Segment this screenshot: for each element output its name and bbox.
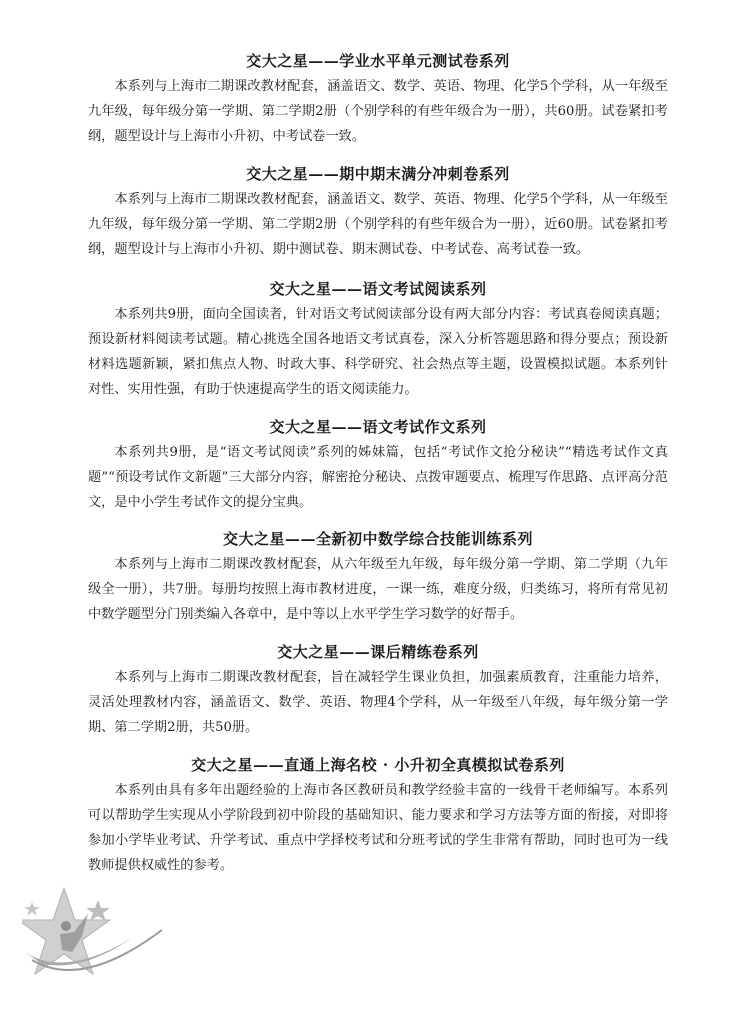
series-description: 本系列与上海市二期课改教材配套，涵盖语文、数学、英语、物理、化学5个学科，从一年级至九年级，每年级分第一学期、第二学期2册（个别学科的有些年级合为一册），近60册。试卷紧扣考纲，题型设计与上海市小升初、期中测试卷、期末测试卷、中考试卷、高考试卷一致。 [88, 192, 668, 257]
series-description: 本系列共9册，面向全国读者，针对语文考试阅读部分设有两大部分内容：考试真卷阅读真题；预设新材料阅读考试题。精心挑选全国各地语文考试真卷，深入分析答题思路和得分要点；预设新材料选题新颖，紧扣焦点人物、时政大事、科学研究、社会热点等主题，设置模拟试题。本系列针对性、实用性强，有助于快速提高学生的语文阅读能力。 [88, 307, 668, 397]
series-title: 交大之星——期中期末满分冲刺卷系列 [246, 165, 510, 183]
series-section [88, 416, 668, 515]
star-logo-icon [22, 880, 172, 1000]
series-description: 本系列共9册，是“语文考试阅读”系列的姊妹篇，包括“考试作文抢分秘诀”“精选考试作文真题”“预设考试作文新题”三大部分内容，解密抢分秘诀、点拨审题要点、梳理写作思路、点评高分范文，是中小学生考试作文的提分宝典。 [88, 445, 668, 510]
series-description: 本系列与上海市二期课改教材配套，从六年级至九年级，每年级分第一学期、第二学期（九年级全一册），共7册。每册均按照上海市教材进度，一课一练，难度分级，归类练习，将所有常见初中数学题型分门别类编入各章中，是中等以上水平学生学习数学的好帮手。 [88, 557, 668, 622]
series-title: 交大之星——直通上海名校 · 小升初全真模拟试卷系列 [191, 756, 565, 774]
series-section [88, 50, 668, 149]
series-title: 交大之星——全新初中数学综合技能训练系列 [222, 530, 533, 548]
series-description: 本系列与上海市二期课改教材配套，旨在减轻学生课业负担，加强素质教育，注重能力培养，灵活处理教材内容，涵盖语文、数学、英语、物理4个学科，从一年级至八年级，每年级分第一学期、第二学期2册，共50册。 [88, 670, 668, 735]
series-section [88, 754, 668, 878]
small-star-shape [86, 900, 110, 921]
series-section [88, 641, 668, 740]
series-section [88, 278, 668, 402]
series-title: 交大之星——课后精练卷系列 [277, 643, 479, 661]
series-description: 本系列与上海市二期课改教材配套，涵盖语文、数学、英语、物理、化学5个学科，从一年级至九年级，每年级分第一学期、第二学期2册（个别学科的有些年级合为一册），共60册。试卷紧扣考纲，题型设计与上海市小升初、中考试卷一致。 [88, 79, 668, 144]
series-title: 交大之星——学业水平单元测试卷系列 [246, 52, 510, 70]
series-description: 本系列由具有多年出题经验的上海市各区教研员和教学经验丰富的一线骨干老师编写。本系列可以帮助学生实现从小学阶段到初中阶段的基础知识、能力要求和学习方法等方面的衔接，对即将参加小学毕业考试、升学考试、重点中学择校考试和分班考试的学生非常有帮助，同时也可为一线教师提供权威性的参考。 [88, 783, 668, 873]
series-title: 交大之星——语文考试阅读系列 [269, 280, 487, 298]
figure-head-shape [61, 921, 71, 931]
small-star-shape [24, 902, 40, 916]
series-section [88, 163, 668, 262]
series-title: 交大之星——语文考试作文系列 [269, 418, 487, 436]
series-section [88, 528, 668, 627]
